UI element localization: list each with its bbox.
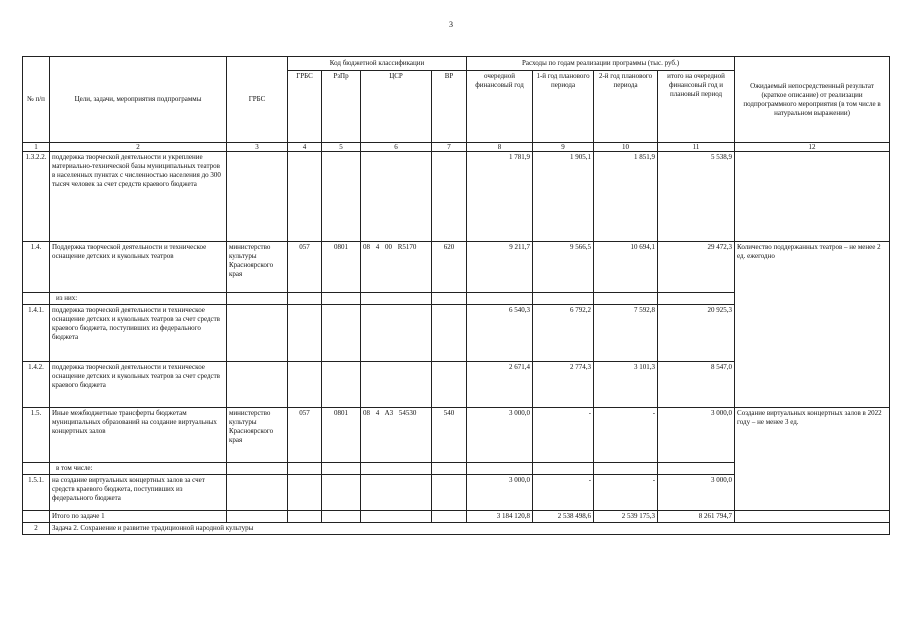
row-grbs: министерство культуры Красноярского края	[227, 242, 288, 293]
row-vr	[432, 293, 467, 305]
row-total: 8 547,0	[658, 362, 735, 408]
row-name: Иные межбюджетные трансферты бюджетам муниципальных образований на создание виртуальных концертных залов	[50, 408, 227, 463]
row-num: 1.3.2.2.	[23, 152, 50, 242]
row-total: 8 261 794,7	[658, 511, 735, 523]
row-kbk-grbs	[288, 152, 322, 242]
row-y1: 2 671,4	[467, 362, 533, 408]
row-kbk-grbs	[288, 305, 322, 362]
col-number: 7	[432, 143, 467, 152]
row-y1: 3 000,0	[467, 475, 533, 511]
row-y3: 7 592,8	[594, 305, 658, 362]
row-num	[23, 463, 50, 475]
table-row	[23, 408, 890, 463]
row-name: Итого по задаче 1	[50, 511, 227, 523]
row-kbk-grbs	[288, 511, 322, 523]
row-y2	[533, 463, 594, 475]
header-kbk-vr: ВР	[432, 71, 467, 143]
header-result: Ожидаемый непосредственный результат (краткое описание) от реализации подпрограммного мероприятия (в том числе в натуральном выражении)	[735, 57, 890, 143]
row-y2: 2 538 498,6	[533, 511, 594, 523]
col-number: 5	[322, 143, 361, 152]
row-y3: 2 539 175,3	[594, 511, 658, 523]
row-total: 20 925,3	[658, 305, 735, 362]
row-vr: 620	[432, 242, 467, 293]
header-exp-plan-year-2: 2-й год планового периода	[594, 71, 658, 143]
row-y1: 3 184 120,8	[467, 511, 533, 523]
row-y1: 9 211,7	[467, 242, 533, 293]
row-csr	[361, 511, 432, 523]
row-num: 1.5.1.	[23, 475, 50, 511]
row-y2	[533, 293, 594, 305]
row-rzpr	[322, 293, 361, 305]
row-csr	[361, 152, 432, 242]
row-name: из них:	[50, 293, 227, 305]
row-total: 3 000,0	[658, 408, 735, 463]
row-csr	[361, 463, 432, 475]
header-exp-total: итого на очередной финансовый год и плановый период	[658, 71, 735, 143]
row-y1	[467, 293, 533, 305]
col-number: 4	[288, 143, 322, 152]
header-num: № п/п	[23, 57, 50, 143]
row-kbk-grbs	[288, 293, 322, 305]
row-result: Создание виртуальных концертных залов в 2022 году – не менее 3 ед.	[735, 408, 890, 511]
row-y3: 1 851,9	[594, 152, 658, 242]
row-grbs	[227, 362, 288, 408]
row-num	[23, 293, 50, 305]
col-number: 6	[361, 143, 432, 152]
row-rzpr	[322, 152, 361, 242]
row-y1: 6 540,3	[467, 305, 533, 362]
task-title: Задача 2. Сохранение и развитие традиционной народной культуры	[50, 523, 890, 535]
row-vr	[432, 475, 467, 511]
table-row	[23, 152, 890, 242]
header-goals: Цели, задачи, мероприятия подпрограммы	[50, 57, 227, 143]
col-number: 1	[23, 143, 50, 152]
column-number-row	[23, 143, 890, 152]
row-kbk-grbs: 057	[288, 408, 322, 463]
row-y3: -	[594, 475, 658, 511]
row-result	[735, 511, 890, 523]
row-grbs	[227, 463, 288, 475]
row-rzpr	[322, 511, 361, 523]
row-num: 1.4.2.	[23, 362, 50, 408]
row-total	[658, 293, 735, 305]
row-grbs	[227, 293, 288, 305]
row-name: поддержка творческой деятельности и укрепление материально-технической базы муниципальных театров в населенных пунктах с численностью населения до 300 тысяч человек за счет средств краевого бюджета	[50, 152, 227, 242]
row-num: 1.4.1.	[23, 305, 50, 362]
table-row-total	[23, 511, 890, 523]
row-name: на создание виртуальных концертных залов за счет средств краевого бюджета, поступивших из федерального бюджета	[50, 475, 227, 511]
row-num: 1.5.	[23, 408, 50, 463]
row-y1: 3 000,0	[467, 408, 533, 463]
row-num	[23, 511, 50, 523]
row-vr	[432, 511, 467, 523]
row-name: поддержка творческой деятельности и техническое оснащение детских и кукольных театров за счет средств краевого бюджета	[50, 362, 227, 408]
task-heading-row	[23, 523, 890, 535]
header-expenses-group: Расходы по годам реализации программы (тыс. руб.)	[467, 57, 735, 71]
row-y2: -	[533, 408, 594, 463]
row-y2: 2 774,3	[533, 362, 594, 408]
row-y1: 1 781,9	[467, 152, 533, 242]
row-y2: -	[533, 475, 594, 511]
row-rzpr	[322, 463, 361, 475]
row-vr	[432, 362, 467, 408]
row-y2: 6 792,2	[533, 305, 594, 362]
col-number: 9	[533, 143, 594, 152]
row-rzpr: 0801	[322, 408, 361, 463]
row-result: Количество поддержанных театров – не менее 2 ед. ежегодно	[735, 242, 890, 408]
row-vr: 540	[432, 408, 467, 463]
row-csr	[361, 475, 432, 511]
row-grbs	[227, 152, 288, 242]
table-row	[23, 242, 890, 293]
row-name: Поддержка творческой деятельности и техническое оснащение детских и кукольных театров	[50, 242, 227, 293]
row-total	[658, 463, 735, 475]
row-result	[735, 152, 890, 242]
row-rzpr	[322, 475, 361, 511]
row-num: 1.4.	[23, 242, 50, 293]
row-y1	[467, 463, 533, 475]
budget-table	[22, 56, 890, 535]
header-kbk-grbs: ГРБС	[288, 71, 322, 143]
row-name: в том числе:	[50, 463, 227, 475]
row-csr: 08 4 A3 54530	[361, 408, 432, 463]
header-kbk-csr: ЦСР	[361, 71, 432, 143]
header-kbk-group: Код бюджетной классификации	[288, 57, 467, 71]
row-csr	[361, 305, 432, 362]
header-row-1	[23, 57, 890, 71]
row-total: 3 000,0	[658, 475, 735, 511]
row-grbs	[227, 305, 288, 362]
row-kbk-grbs	[288, 475, 322, 511]
row-name: поддержка творческой деятельности и техническое оснащение детских и кукольных театров за счет средств краевого бюджета, поступивших из федерального бюджета	[50, 305, 227, 362]
row-y2: 9 566,5	[533, 242, 594, 293]
task-num: 2	[23, 523, 50, 535]
row-grbs: министерство культуры Красноярского края	[227, 408, 288, 463]
row-rzpr	[322, 362, 361, 408]
row-y3: 3 101,3	[594, 362, 658, 408]
row-csr	[361, 362, 432, 408]
row-kbk-grbs	[288, 463, 322, 475]
col-number: 2	[50, 143, 227, 152]
row-rzpr	[322, 305, 361, 362]
row-y3	[594, 463, 658, 475]
row-y3	[594, 293, 658, 305]
row-csr	[361, 293, 432, 305]
row-vr	[432, 305, 467, 362]
row-total: 29 472,3	[658, 242, 735, 293]
row-grbs	[227, 475, 288, 511]
row-total: 5 538,9	[658, 152, 735, 242]
row-vr	[432, 152, 467, 242]
header-kbk-rzpr: РзПр	[322, 71, 361, 143]
header-exp-plan-year-1: 1-й год планового периода	[533, 71, 594, 143]
page-number: 3	[449, 20, 453, 29]
col-number: 8	[467, 143, 533, 152]
col-number: 11	[658, 143, 735, 152]
header-grbs: ГРБС	[227, 57, 288, 143]
row-grbs	[227, 511, 288, 523]
col-number: 10	[594, 143, 658, 152]
col-number: 3	[227, 143, 288, 152]
row-vr	[432, 463, 467, 475]
col-number: 12	[735, 143, 890, 152]
row-rzpr: 0801	[322, 242, 361, 293]
row-y3: 10 694,1	[594, 242, 658, 293]
row-kbk-grbs: 057	[288, 242, 322, 293]
header-exp-current-year: очередной финансовый год	[467, 71, 533, 143]
row-kbk-grbs	[288, 362, 322, 408]
row-csr: 08 4 00 R5170	[361, 242, 432, 293]
row-y3: -	[594, 408, 658, 463]
row-y2: 1 905,1	[533, 152, 594, 242]
